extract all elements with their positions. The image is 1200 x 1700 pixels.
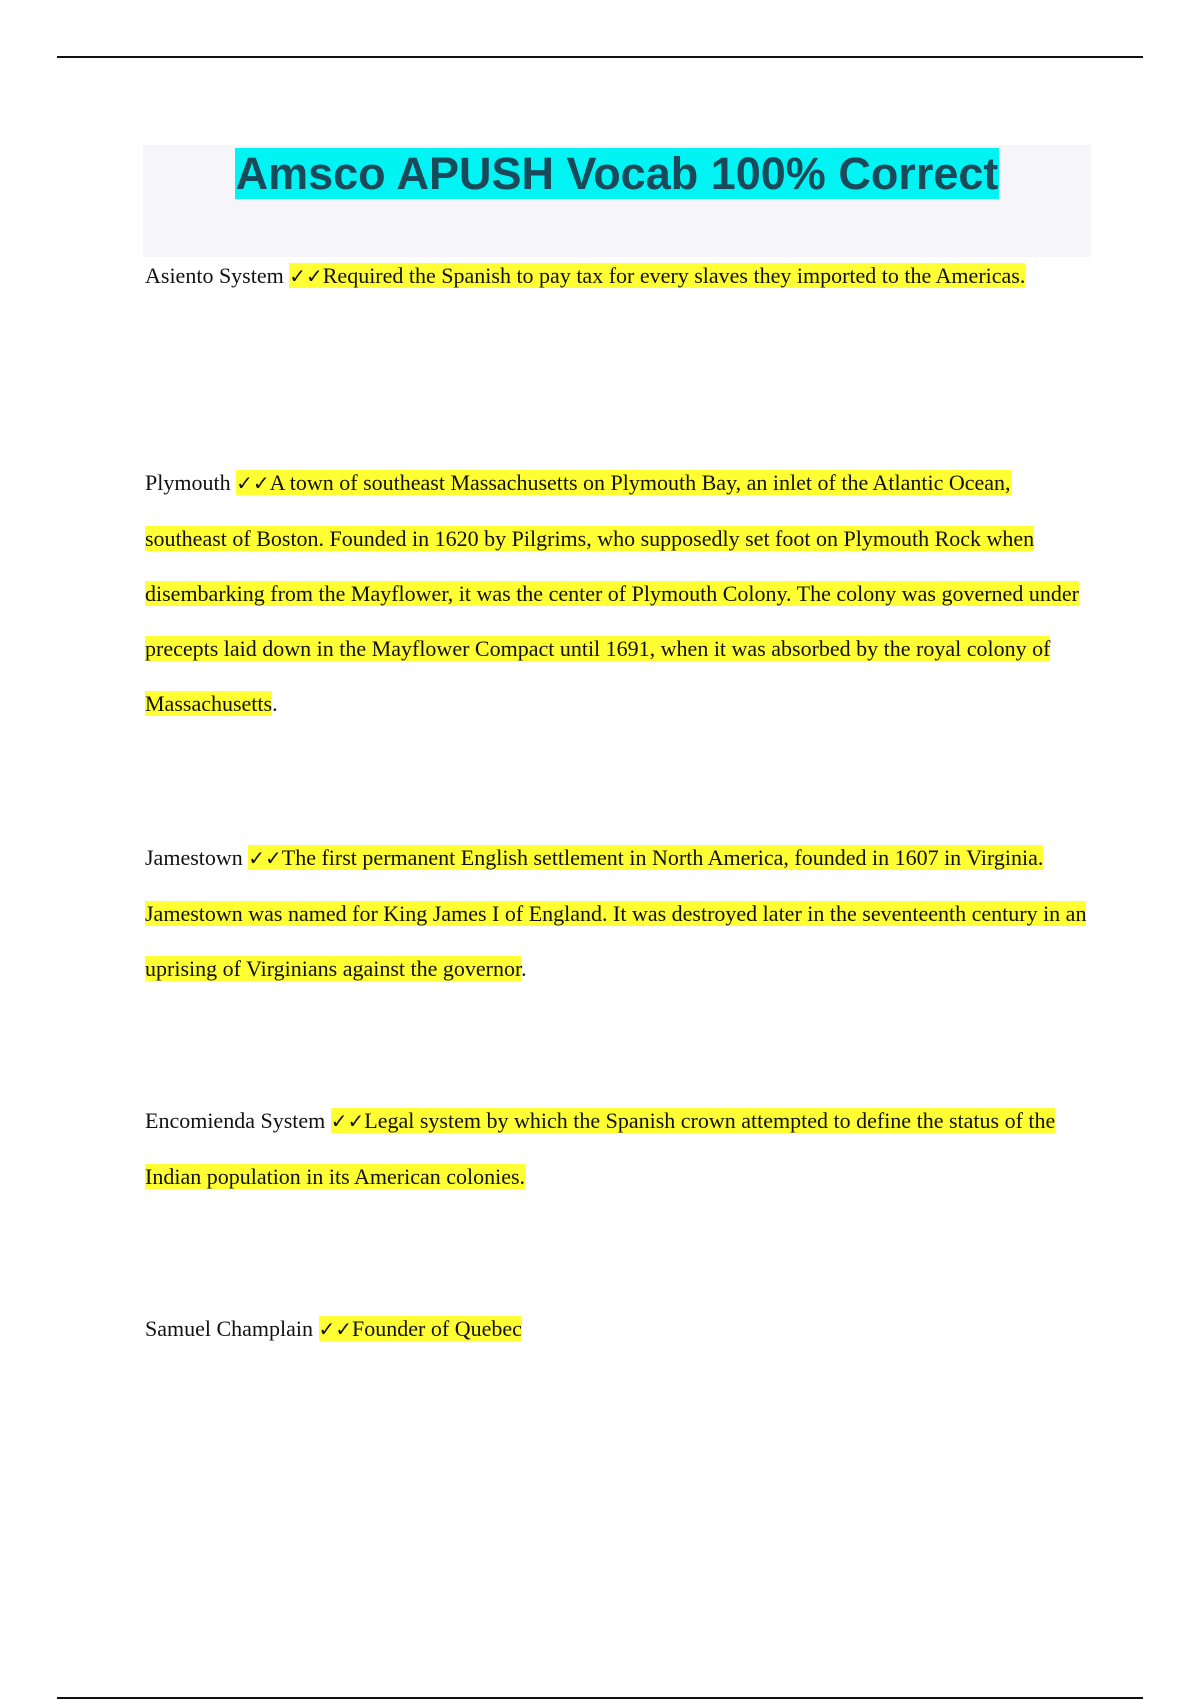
vocab-definition: Founder of Quebec	[352, 1316, 522, 1341]
vocab-definition: A town of southeast Massachusetts on Plymouth Bay, an inlet of the Atlantic Ocean, southeast of Boston. Founded in 1620 by Pilgrims, who supposedly set foot on Plymouth Rock when disembarking from the Mayflower, it was the center of Plymouth Colony. The colony was governed under precepts laid down in the Mayflower Compact until 1691, when it was absorbed by the royal colony of Massachusetts	[145, 470, 1079, 716]
vocab-definition-highlight	[145, 845, 1086, 981]
double-check-icon: ✓✓	[248, 846, 282, 870]
vocab-definition-highlight	[289, 263, 1025, 288]
vocab-term: Jamestown	[145, 845, 243, 870]
vocab-definition: Legal system by which the Spanish crown attempted to define the status of the Indian population in its American colonies.	[145, 1108, 1056, 1189]
vocab-entry-plymouth	[145, 455, 1095, 731]
vocab-term: Encomienda System	[145, 1108, 326, 1133]
bottom-rule	[57, 1697, 1143, 1699]
vocab-definition-highlight	[145, 470, 1079, 716]
vocab-entry-encomienda	[145, 1093, 1095, 1204]
double-check-icon: ✓✓	[289, 264, 323, 288]
vocab-entry-asiento	[145, 248, 1095, 304]
vocab-definition-highlight	[319, 1316, 522, 1341]
double-check-icon: ✓✓	[236, 471, 270, 495]
vocab-definition: Required the Spanish to pay tax for every slaves they imported to the Americas.	[322, 263, 1026, 288]
top-rule	[57, 56, 1143, 58]
vocab-definition: The first permanent English settlement in North America, founded in 1607 in Virginia. Jamestown was named for King James I of England. It was destroyed later in the seventeenth century in an uprising of Virginians against the governor	[145, 845, 1087, 981]
vocab-term: Samuel Champlain	[145, 1316, 314, 1341]
vocab-term: Plymouth	[145, 470, 231, 495]
vocab-trailing: .	[272, 691, 278, 716]
page-title	[143, 145, 1091, 203]
vocab-term: Asiento System	[145, 263, 284, 288]
vocab-entry-jamestown	[145, 830, 1095, 996]
title-band	[143, 145, 1091, 257]
double-check-icon: ✓✓	[318, 1317, 353, 1341]
double-check-icon: ✓✓	[330, 1109, 365, 1133]
page-title-text: Amsco APUSH Vocab 100% Correct	[235, 148, 999, 199]
vocab-trailing: .	[521, 956, 527, 981]
vocab-entry-champlain	[145, 1301, 1095, 1357]
